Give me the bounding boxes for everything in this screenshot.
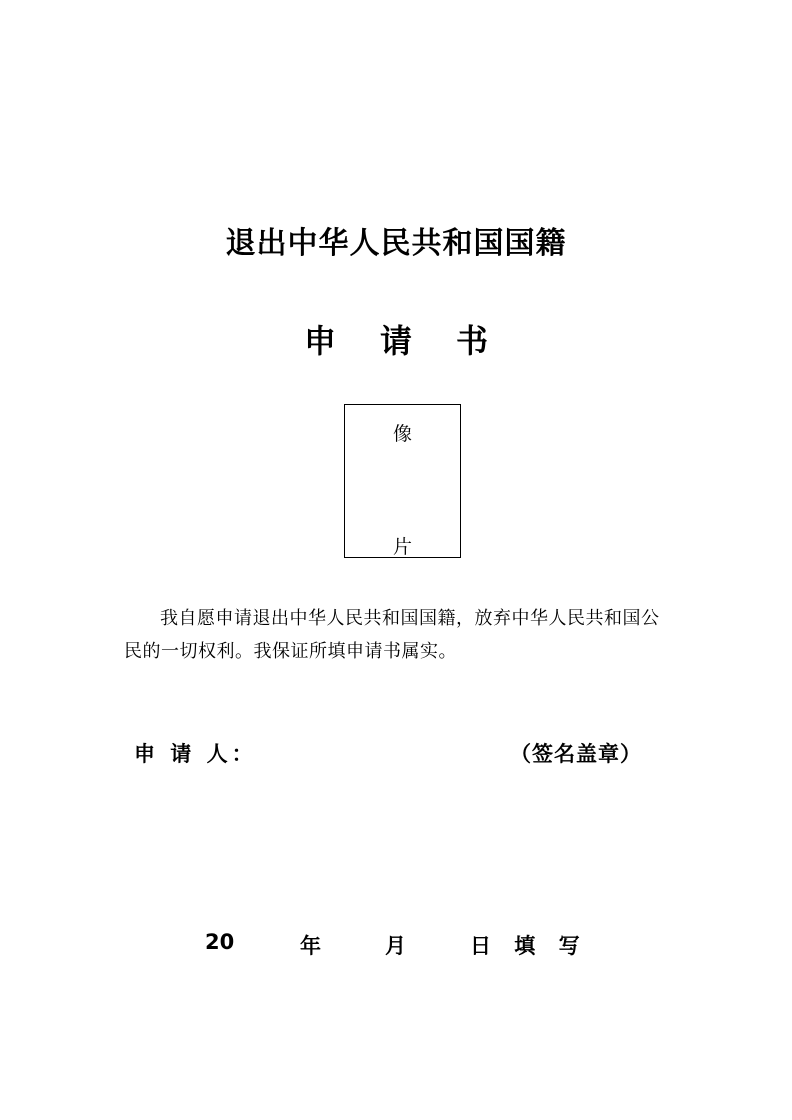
date-month-label: 月 (385, 934, 406, 958)
subtitle-char-1: 申 (303, 322, 336, 360)
date-year-prefix: 20 (205, 930, 235, 954)
document-subtitle (0, 316, 792, 362)
date-day-label: 日 填 写 (470, 934, 588, 958)
declaration-text: 我自愿申请退出中华人民共和国国籍，放弃中华人民共和国公民的一切权利。我保证所填申请书属实。 (124, 608, 660, 662)
photo-label-bottom: 片 (392, 536, 412, 558)
subtitle-char-3: 书 (456, 322, 489, 360)
photo-placeholder (344, 404, 461, 558)
subtitle-char-2: 请 (379, 322, 412, 360)
applicant-label: 申 请 人： (134, 742, 257, 766)
signature-note: （签名盖章） (510, 742, 642, 766)
document-title: 退出中华人民共和国国籍 (225, 226, 567, 261)
date-year-label: 年 (300, 934, 321, 958)
photo-label-top: 像 (392, 423, 412, 445)
